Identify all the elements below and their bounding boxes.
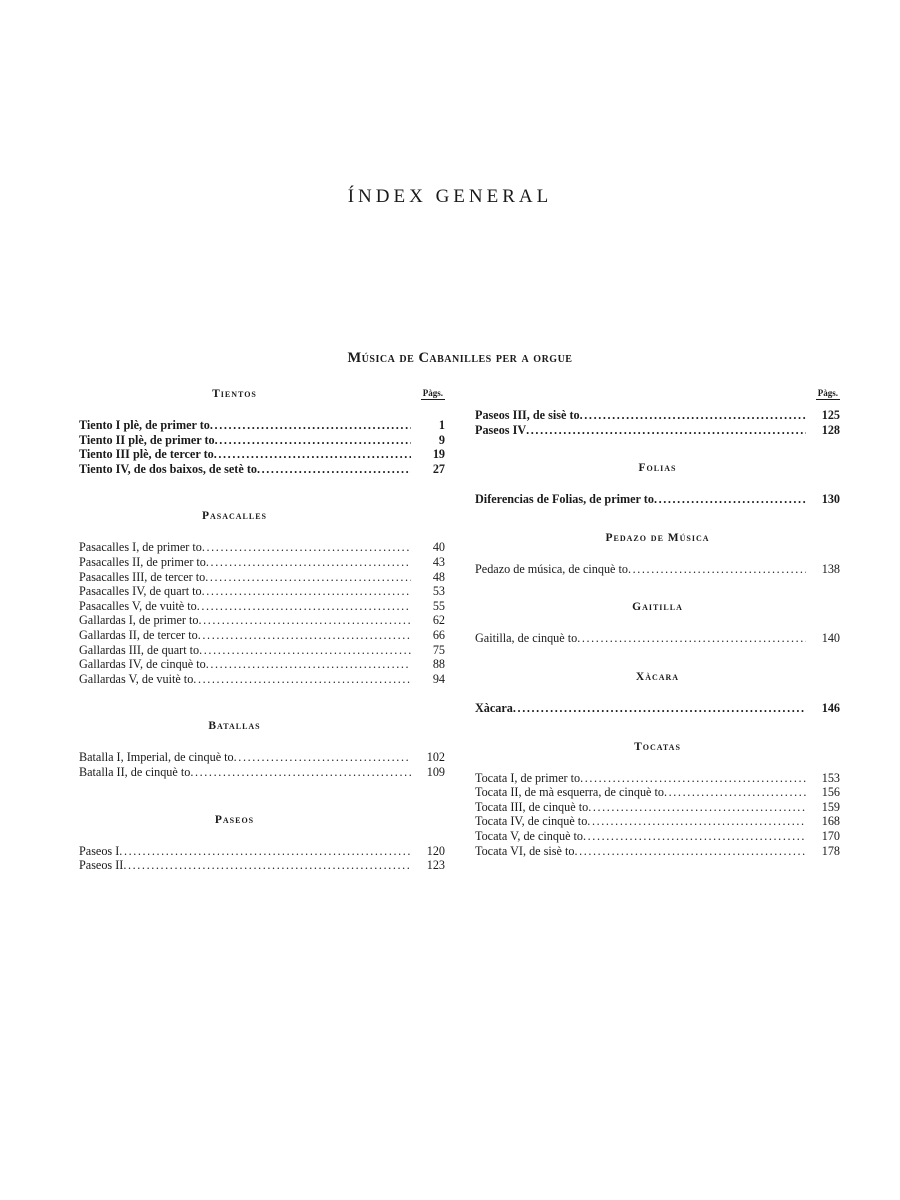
section-heading-paseos: Paseos [214, 813, 255, 826]
section-batallas [79, 750, 445, 779]
section-heading-pasacalles: Pasacalles [201, 510, 268, 523]
section-paseos-continued [475, 408, 840, 437]
entry-title: Tocata VI, de sisè to [475, 843, 575, 858]
entry-page: 27 [432, 461, 445, 476]
index-entry [79, 844, 445, 859]
entry-title: Pasacalles III, de tercer to [79, 569, 206, 584]
index-entry [79, 599, 445, 614]
index-right-column [475, 388, 840, 858]
entry-page: 1 [438, 418, 445, 432]
entry-page: 168 [821, 814, 840, 829]
index-entry [79, 765, 445, 780]
entry-page: 178 [821, 843, 840, 858]
entry-title: Tiento III plè, de tercer to [79, 447, 214, 462]
entry-page: 138 [821, 561, 840, 576]
entry-title: Gallardas V, de vuitè to [79, 671, 194, 686]
page-title: ÍNDEX GENERAL [347, 186, 553, 207]
index-entry [475, 423, 840, 438]
entry-title: Paseos II [79, 858, 124, 873]
entry-title: Gallardas II, de tercer to [79, 627, 198, 642]
entry-title: Pasacalles IV, de quart to [79, 584, 202, 599]
index-entry [475, 829, 840, 844]
index-entry [79, 858, 445, 873]
entry-page: 170 [821, 828, 840, 843]
section-heading-gaitilla: Gaitilla [632, 601, 683, 614]
entry-page: 48 [432, 569, 445, 584]
entry-title: Pasacalles II, de primer to [79, 554, 206, 569]
entry-title: Paseos IV [475, 422, 527, 437]
entry-page: 140 [821, 631, 840, 646]
entry-page: 88 [432, 657, 445, 672]
index-entry [79, 584, 445, 599]
index-entry [475, 562, 840, 577]
index-entry [475, 701, 840, 716]
entry-title: Paseos I [79, 843, 120, 858]
entry-title: Batalla I, Imperial, de cinquè to [79, 750, 234, 765]
entry-title: Gallardas III, de quart to [79, 642, 200, 657]
section-heading-batallas: Batallas [208, 720, 261, 733]
index-subtitle: Música de Cabanilles per a orgue [347, 350, 573, 366]
index-entry [475, 492, 840, 507]
entry-page: 120 [426, 843, 445, 858]
index-entry [475, 631, 840, 646]
section-heading-tocatas: Tocatas [634, 740, 681, 753]
section-heading-row [79, 388, 445, 406]
entry-title: Gallardas IV, de cinquè to [79, 657, 206, 672]
entry-page: 9 [438, 432, 445, 447]
section-heading-xacara: Xàcara [635, 670, 680, 683]
index-entry [79, 643, 445, 658]
section-heading-tientos: Tientos [212, 388, 257, 400]
index-entry [79, 672, 445, 687]
entry-page: 40 [432, 540, 445, 555]
index-entry [79, 657, 445, 672]
index-entry [79, 462, 445, 477]
index-entry [475, 800, 840, 815]
index-entry [475, 408, 840, 423]
entry-page: 55 [432, 598, 445, 613]
entry-page: 128 [821, 422, 840, 437]
entry-page: 94 [432, 671, 445, 686]
entry-page: 156 [821, 785, 840, 800]
section-heading-row [475, 388, 840, 408]
index-entry [79, 418, 445, 433]
entry-page: 19 [432, 447, 445, 462]
entry-title: Gaitilla, de cinquè to [475, 631, 578, 646]
index-entry [79, 750, 445, 765]
page-label: Pàgs. [817, 388, 838, 398]
section-tocatas [475, 771, 840, 859]
entry-title: Tocata III, de cinquè to [475, 799, 589, 814]
index-entry [79, 613, 445, 628]
page-label: Pàgs. [422, 388, 443, 398]
entry-title: Batalla II, de cinquè to [79, 764, 191, 779]
entry-title: Tiento I plè, de primer to [79, 418, 210, 432]
entry-title: Tocata V, de cinquè to [475, 828, 584, 843]
index-entry [79, 570, 445, 585]
index-entry [475, 785, 840, 800]
section-gaitilla [475, 631, 840, 646]
index-entry [79, 540, 445, 555]
index-entry [79, 433, 445, 448]
entry-page: 109 [426, 764, 445, 779]
entry-page: 75 [432, 642, 445, 657]
section-xacara [475, 701, 840, 716]
entry-title: Tocata I, de primer to [475, 770, 581, 785]
index-entry [79, 555, 445, 570]
entry-page: 66 [432, 627, 445, 642]
entry-page: 153 [821, 770, 840, 785]
entry-title: Pasacalles V, de vuitè to [79, 598, 197, 613]
index-entry [79, 447, 445, 462]
section-pasacalles [79, 540, 445, 686]
index-left-column [79, 388, 445, 873]
index-entry [475, 844, 840, 859]
section-tientos [79, 418, 445, 476]
entry-title: Paseos III, de sisè to [475, 408, 580, 422]
entry-title: Pasacalles I, de primer to [79, 540, 202, 555]
index-entry [79, 628, 445, 643]
entry-page: 123 [426, 858, 445, 873]
entry-page: 146 [821, 700, 840, 715]
entry-title: Gallardas I, de primer to [79, 613, 199, 628]
section-pedazo [475, 562, 840, 577]
entry-page: 125 [821, 408, 840, 422]
entry-title: Diferencias de Folias, de primer to [475, 492, 654, 507]
entry-title: Xàcara [475, 700, 513, 715]
entry-page: 130 [821, 492, 840, 507]
section-paseos [79, 844, 445, 873]
section-heading-pedazo: Pedazo de Música [605, 531, 710, 544]
entry-title: Tocata II, de mà esquerra, de cinquè to [475, 785, 664, 800]
entry-title: Tocata IV, de cinquè to [475, 814, 588, 829]
entry-page: 62 [432, 613, 445, 628]
entry-page: 43 [432, 554, 445, 569]
entry-page: 102 [426, 750, 445, 765]
index-entry [475, 814, 840, 829]
section-folias [475, 492, 840, 507]
section-heading-folias: Folias [638, 462, 677, 475]
entry-page: 159 [821, 799, 840, 814]
index-entry [475, 771, 840, 786]
entry-title: Tiento II plè, de primer to [79, 432, 215, 447]
entry-title: Pedazo de música, de cinquè to [475, 561, 628, 576]
entry-page: 53 [432, 584, 445, 599]
entry-title: Tiento IV, de dos baixos, de setè to [79, 461, 257, 476]
